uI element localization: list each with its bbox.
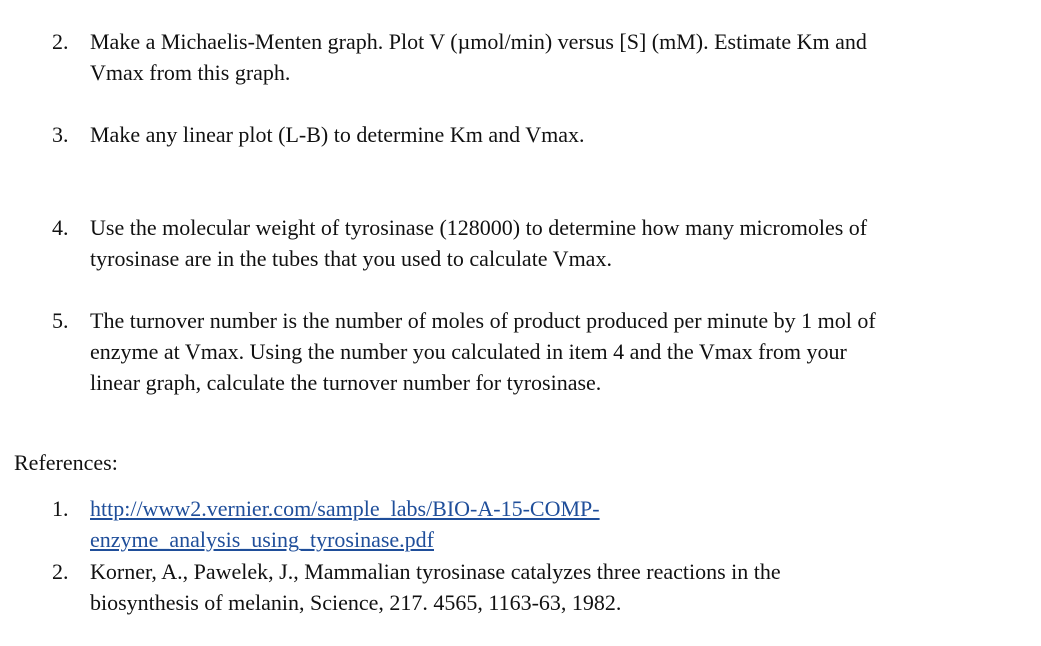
reference-link[interactable]: http://www2.vernier.com/sample_labs/BIO-A-15-COMP- [90,496,600,521]
reference-number: 2. [52,559,69,584]
reference-number: 1. [52,496,69,521]
reference-link[interactable]: enzyme_analysis_using_tyrosinase.pdf [90,527,434,552]
question-2 [52,26,1012,88]
question-text-line: tyrosinase are in the tubes that you used to calculate Vmax. [90,246,612,271]
question-5 [52,305,1012,398]
reference-text-line: Korner, A., Pawelek, J., Mammalian tyrosinase catalyzes three reactions in the [90,559,781,584]
question-text-line: enzyme at Vmax. Using the number you calculated in item 4 and the Vmax from your [90,339,847,364]
question-number: 4. [52,215,69,240]
reference-2 [52,556,1012,618]
question-text-line: The turnover number is the number of moles of product produced per minute by 1 mol of [90,308,876,333]
question-number: 5. [52,308,69,333]
question-text-line: Vmax from this graph. [90,60,291,85]
question-text-line: linear graph, calculate the turnover number for tyrosinase. [90,370,602,395]
question-number: 2. [52,29,69,54]
references-heading: References: [14,450,118,475]
question-4 [52,212,1012,274]
question-text-line: Make a Michaelis-Menten graph. Plot V (µmol/min) versus [S] (mM). Estimate Km and [90,29,867,54]
question-3 [52,119,1012,150]
reference-text-line: biosynthesis of melanin, Science, 217. 4565, 1163-63, 1982. [90,590,622,615]
question-text-line: Use the molecular weight of tyrosinase (128000) to determine how many micromoles of [90,215,868,240]
question-text-line: Make any linear plot (L-B) to determine Km and Vmax. [90,122,585,147]
reference-1 [52,493,1012,555]
question-number: 3. [52,122,69,147]
